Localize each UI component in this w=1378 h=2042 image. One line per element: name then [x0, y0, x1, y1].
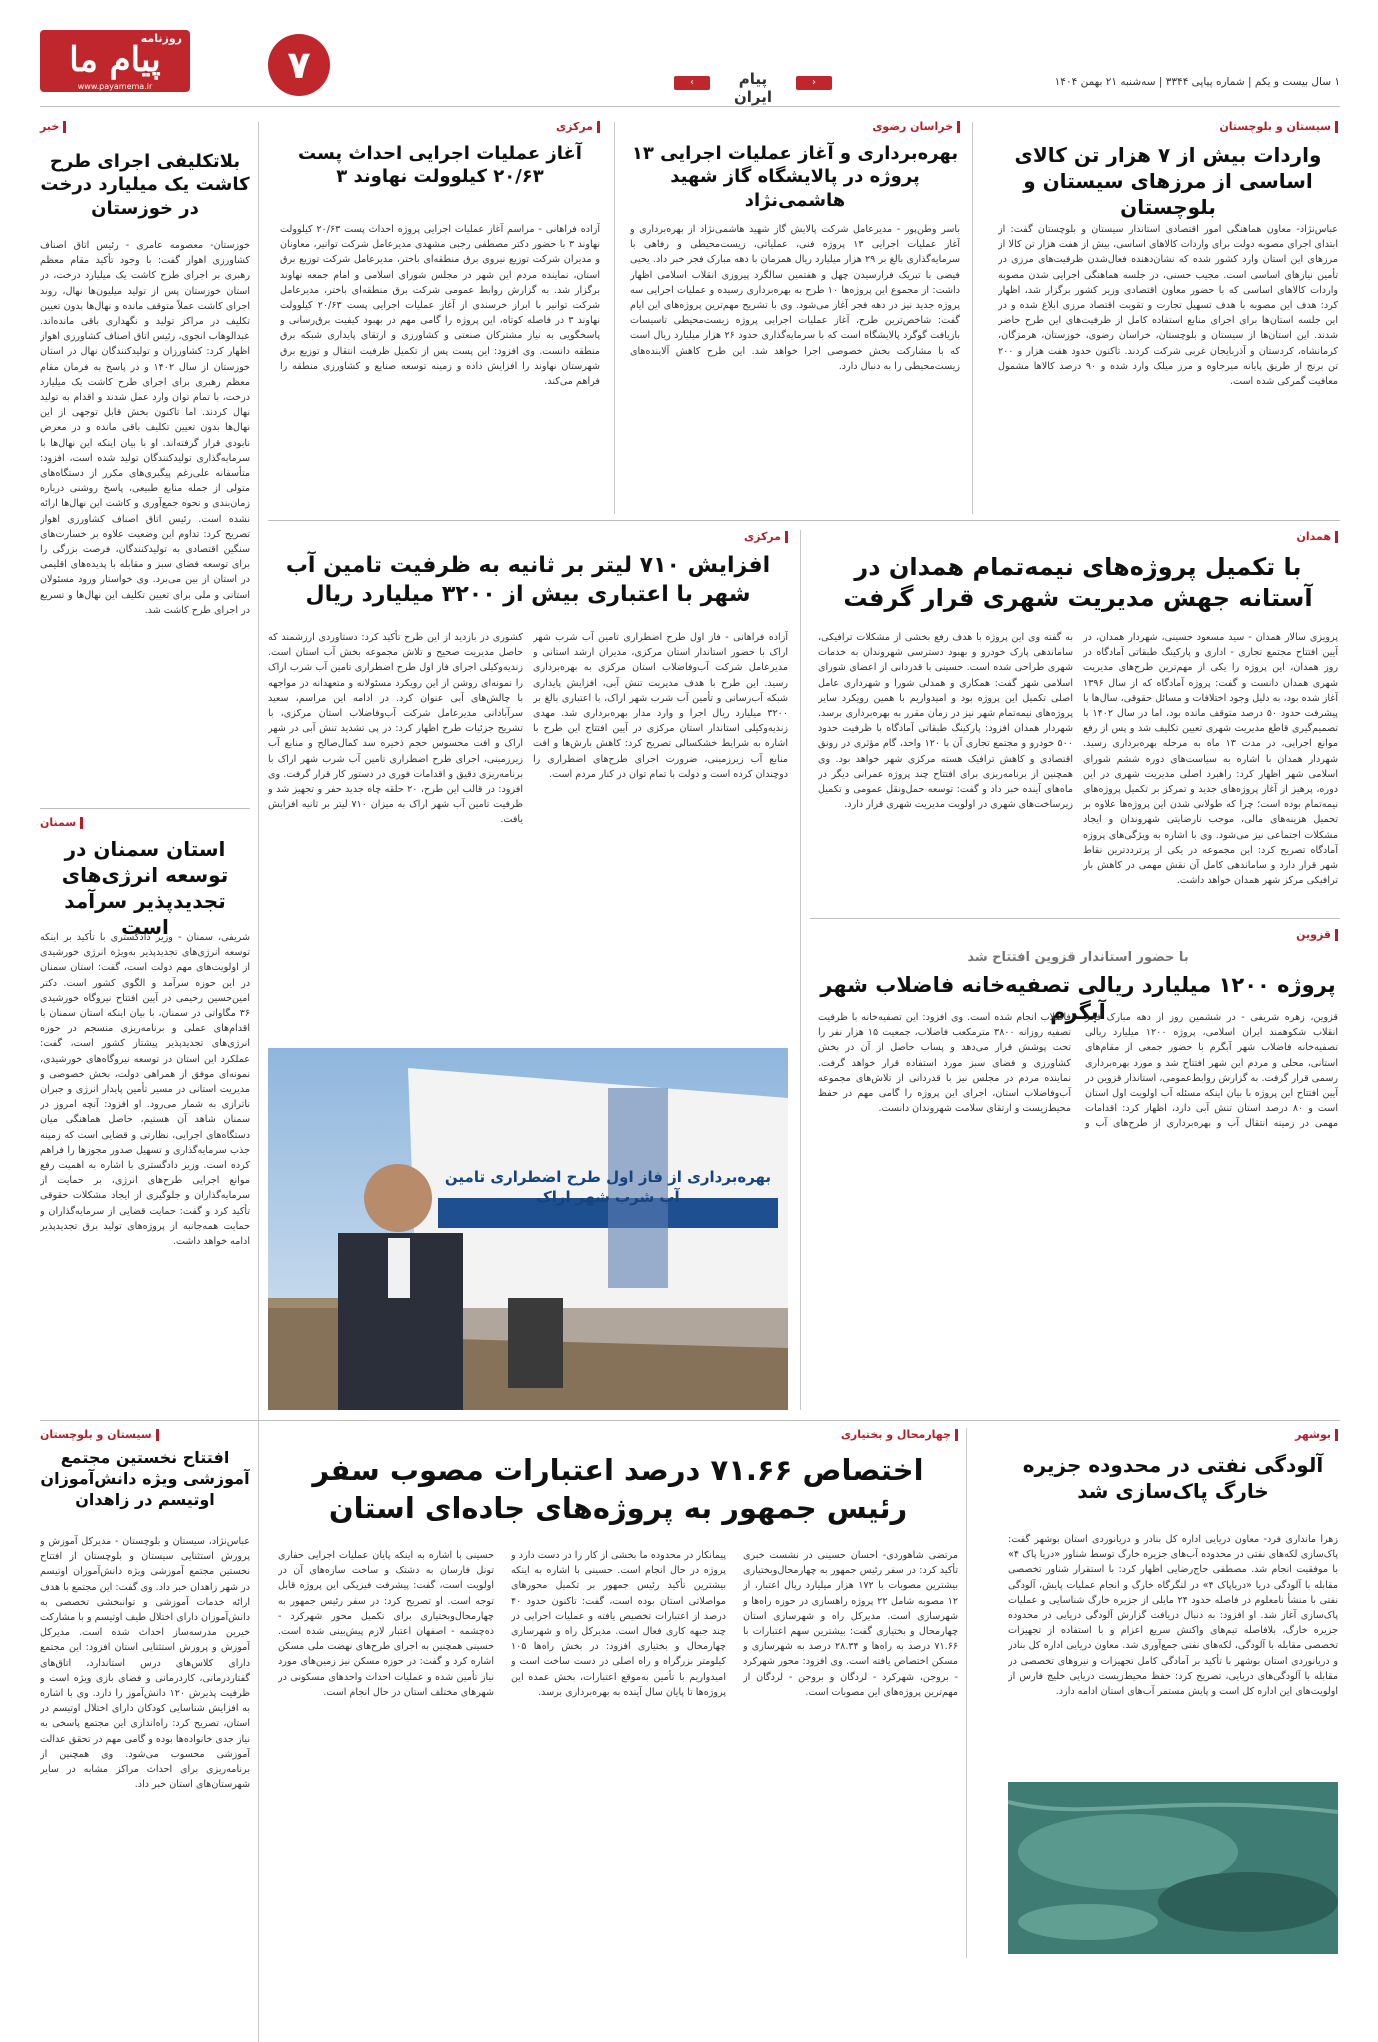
tag-label: قزوین	[1296, 928, 1331, 941]
article-headline[interactable]: افزایش ۷۱۰ لیتر بر ثانیه به ظرفیت تامین آب شهر با اعتباری بیش از ۳۲۰۰ میلیارد ریال	[285, 553, 771, 607]
article-tag	[841, 1428, 958, 1441]
article-body: پرویزی سالار همدان - سید مسعود حسینی، شهردار همدان، در آیین افتتاح مجتمع تجاری - اداری و پارکینگ طبقاتی آمادگاه در روز همدان، این پروژه را یکی از مهم‌ترین طرح‌های مدیریت شهری همدان دانست و گفت: پروژه آمادگاه که از سال ۱۳۹۶ آغاز شده بود، به دلیل وجود اختلافات و مسائل حقوقی، سال‌ها با پیشرفت حدود ۵۰ درصد متوقف مانده بود، اما در سال ۱۴۰۲ با تصمیم‌گیری قاطع مدیریت شهری تعیین تکلیف شد و پس از رفع موانع اجرایی، در مدت ۱۳ ماه به مرحله بهره‌برداری رسید. شهردار همدان با اشاره به سیاست‌های دوره ششم شورای اسلامی شهر اظهار کرد: راهبرد اصلی مدیریت شهری در این دوره، پرهیز از آغاز پروژه‌های جدید و تمرکز بر تکمیل پروژه‌های نیمه‌تمام بوده است؛ چرا که طولانی شدن این پروژه‌ها علاوه بر تحمیل هزینه‌های مالی، موجب نارضایتی شهروندان و ایجاد مشکلات اجتماعی نیز می‌شود. وی با اشاره به ویژگی‌های پروژه آمادگاه تصریح کرد: این مجموعه در یکی از پرترددترین نقاط شهر قرار دارد و ساماندهی کامل آن نقش مهمی در کاهش بار ترافیکی مرکز شهر همدان خواهد داشت.	[1083, 632, 1338, 887]
article-tag	[40, 1428, 159, 1441]
article-tag	[556, 120, 600, 133]
logo-caption: روزنامه	[140, 32, 182, 45]
row-divider	[810, 918, 1340, 919]
tag-label: بوشهر	[1295, 1428, 1331, 1441]
row-divider	[40, 808, 250, 809]
article-headline[interactable]: اختصاص ۷۱.۶۶ درصد اعتبارات مصوب سفر رئیس جمهور به پروژه‌های جاده‌ای استان	[312, 1453, 924, 1525]
news-photo	[1008, 1782, 1338, 1954]
tag-label: سیستان و بلوچستان	[1219, 120, 1331, 133]
column-divider	[614, 122, 615, 514]
article-body: عباس‌نژاد- معاون هماهنگی امور اقتصادی استاندار سیستان و بلوچستان گفت: از ابتدای اجرای مصوبه دولت برای واردات کالاهای اساسی، بیش از هفت هزار تن کالا از مرزهای این استان وارد کشور شده که نشان‌دهنده فعال‌شدن ظرفیت‌های مرزی در تأمین نیازهای اساسی است. مجیب حسنی، در جلسه هماهنگی اجرایی شدن مصوبه واردات کالاهای اساسی که با حضور معاون اقتصادی وزیر کشور برگزار شد، اظهار کرد: هدف این مصوبه با هدف تسهیل تجارت و تقویت اقتصاد مرزی ابلاغ شده و در این جلسه استان‌ها برای اجرای منابع استفاده کامل از ظرفیت‌های این طرح حاضر شدند. این استان‌ها از سیستان و بلوچستان، خراسان رضوی، خوزستان، هرمزگان، کرمانشاه، کردستان و آذربایجان غربی شرکت کردند. تاکنون حدود هفت هزار و ۲۰۰ تن برنج از طریق پایانه میرجاوه و مرز میلک وارد شده و ۹۰ درصد کالاها مشمول معافیت گمرکی شده است.	[998, 224, 1338, 388]
section-title: پیام ایران	[733, 70, 773, 106]
article-body: مرتضی شاهوردی- احسان حسینی در نشست خبری تأکید کرد: در سفر رئیس جمهور به چهارمحال‌وبختیاری بیشترین مصوبات با ۱۷۲ هزار میلیارد ریال اعتبار، از ۱۲ مصوبه شامل ۲۲ پروژه راهسازی در حوزه راه‌ها و شهرسازی است. مدیرکل راه و شهرسازی استان چهارمحال و بختیاری گفت: بیشترین سهم اعتبارات با ۷۱.۶۶ درصد به راه‌ها و ۲۸.۳۴ درصد به شهرسازی و مسکن اختصاص یافته است. وی افزود: محور شهرکرد - بروجن، شهرکرد - لردگان و بروجن - لردگان از مهم‌ترین پروژه‌های این مصوبات است.	[743, 1550, 958, 1698]
article-tag	[744, 530, 788, 543]
row-divider	[268, 520, 1340, 521]
tag-bar	[80, 817, 83, 829]
tag-label: خراسان رضوی	[872, 120, 953, 133]
article-kicker: با حضور استاندار قزوین افتتاح شد	[967, 950, 1189, 965]
newspaper-logo[interactable]	[40, 30, 190, 92]
article-tag	[40, 816, 83, 829]
article-body: کشوری در بازدید از این طرح تأکید کرد: دستاوردی ارزشمند که حاصل مدیریت صحیح و تلاش مجموعه بخش آب استان است. زندیه‌وکیلی اجرای فاز اول طرح اضطراری تامین آب شرب اراک را نمونه‌ای روشن از این رویکرد مسئولانه و متعهدانه در مواجهه با چالش‌های آبی عنوان کرد. در ادامه این مراسم، سعید سرآبادانی مدیرعامل شرکت آب‌وفاضلاب استان مرکزی، با تشریح جزئیات طرح اظهار کرد: در پی تشدید تنش آبی در شهر اراک و افت محسوس حجم ذخیره سد کمال‌صالح و منابع آب زیرزمینی، اجرای طرح اضطراری تامین آب شرب شهر اراک با برنامه‌ریزی دقیق و اقدامات فوری در دستور کار قرار گرفت. وی افزود: در قالب این طرح، ۲۰ حلقه چاه جدید حفر و تجهیز شد و ظرفیت تامین آب شهر اراک به میزان ۷۱۰ لیتر بر ثانیه افزایش یافت.	[268, 632, 523, 826]
page-number-badge	[268, 34, 330, 96]
tag-bar	[156, 1429, 159, 1441]
photo-illustration	[268, 1048, 788, 1410]
article-tag	[1296, 928, 1338, 941]
article-body: پیمانکار در محدوده ما بخشی از کار را در دست دارد و پروژه در حال انجام است. حسینی با اشاره به اینکه بیشترین تأکید رئیس جمهور بر تکمیل محورهای مواصلاتی استان بوده است، گفت: تاکنون حدود ۴۰ درصد از اعتبارات تخصیص یافته و عملیات اجرایی در چند جبهه کاری فعال است. مدیرکل راه و شهرسازی چهارمحال و بختیاری افزود: در بخش راه‌ها ۱۰۵ کیلومتر بزرگراه و راه اصلی در دست ساخت است و امیدواریم با تأمین به‌موقع اعتبارات، بخش عمده این پروژه‌ها تا پایان سال آینده به بهره‌برداری برسد.	[511, 1550, 726, 1698]
article-body: آزاده فراهانی - فاز اول طرح اضطراری تامین آب شرب شهر اراک با حضور استاندار استان مرکزی، مدیران ارشد استانی و مدیرعامل شرکت آب‌وفاضلاب استان مرکزی به بهره‌برداری رسید. این طرح با هدف مدیریت تنش آبی، افزایش پایداری شبکه آب‌رسانی و تأمین آب شرب شهر اراک، با اعتباری بالغ بر ۳۲۰۰ میلیارد ریال اجرا و وارد مدار بهره‌برداری شد. مهدی زندیه‌وکیلی استاندار استان مرکزی در آیین افتتاح این طرح با اشاره به شرایط خشکسالی تصریح کرد: کاهش بارش‌ها و افت منابع آب زیرزمینی، ضرورت اجرای طرح‌های اضطراری را دوچندان کرده است و دولت با تمام توان در کنار مردم است.	[533, 632, 788, 780]
article-body: حسینی با اشاره به اینکه پایان عملیات اجرایی حفاری تونل فارسان به دشتک و ساخت سازه‌های آن در اولویت است، گفت: پیشرفت فیزیکی این پروژه قابل توجه است. او تصریح کرد: در سفر رئیس جمهور به چهارمحال‌وبختیاری برای تکمیل محور شهرکرد - ده‌چشمه - اصفهان اعتبار لازم پیش‌بینی شده است. حسینی همچنین به اجرای طرح‌های نهضت ملی مسکن اشاره کرد و گفت: در حوزه مسکن نیز زمین‌های مورد نیاز تأمین شده و عملیات احداث واحدهای مسکونی در شهرهای مختلف استان در حال انجام است.	[278, 1550, 494, 1698]
article-body: قزوین، زهره شریفی - در ششمین روز از دهه مبارک فجر انقلاب شکوهمند ایران اسلامی، پروژه ۱۲۰۰ میلیارد ریالی تصفیه‌خانه فاضلاب شهر آبگرم با حضور جمعی از مقام‌های استانی، محلی و مردم این شهر افتتاح شد و مورد بهره‌برداری رسمی قرار گرفت. به گزارش روابط‌عمومی، استاندار قزوین در آیین افتتاح این پروژه با بیان اینکه مسئله آب اولویت اول استان است و ۸۰ درصد استان تنش آبی دارد، اظهار کرد: اقدامات مهمی در زمینه انتقال آب و بهره‌برداری از طرح‌های آب و فاضلاب انجام شده است. وی افزود: این تصفیه‌خانه با ظرفیت تصفیه روزانه ۳۸۰۰ مترمکعب فاضلاب، جمعیت ۱۵ هزار نفر را تحت پوشش قرار می‌دهد و پساب حاصل از آن در بخش کشاورزی و فضای سبز مورد استفاده قرار خواهد گرفت. نماینده مردم در مجلس نیز با قدردانی از تلاش‌های مجموعه آب‌وفاضلاب استان، اجرای این پروژه را گامی مهم در حفظ محیط‌زیست و ارتقای سلامت شهروندان دانست.	[818, 1012, 1338, 1130]
tag-bar	[957, 121, 960, 133]
logo-url: www.payamema.ir	[77, 82, 153, 91]
tag-bar	[1335, 929, 1338, 941]
tag-label: همدان	[1296, 530, 1331, 543]
column-divider	[800, 530, 801, 1410]
article-headline[interactable]: بهره‌برداری و آغاز عملیات اجرایی ۱۳ پروژه در پالایشگاه گاز شهید هاشمی‌نژاد	[631, 143, 959, 211]
tag-bar	[955, 1429, 958, 1441]
tag-label: چهارمحال و بختیاری	[840, 1428, 951, 1441]
row-divider	[40, 1420, 1340, 1421]
tag-bar	[1335, 531, 1338, 543]
article-body: عباس‌نژاد، سیستان و بلوچستان - مدیرکل آموزش و پرورش استثنایی سیستان و بلوچستان از افتتاح نخستین مجتمع آموزشی ویژه دانش‌آموزان اوتیسم در شهر زاهدان خبر داد. وی گفت: این مجتمع با هدف ارائه خدمات آموزشی و توانبخشی تخصصی به دانش‌آموزان دارای اختلال طیف اوتیسم و با مشارکت خیرین مدرسه‌ساز احداث شده است. مدیرکل آموزش و پرورش استثنایی استان افزود: این مجتمع دارای کلاس‌های درس استاندارد، اتاق‌های گفتاردرمانی، کاردرمانی و فضای بازی ویژه است و ظرفیت پذیرش ۱۲۰ دانش‌آموز را دارد. وی با اشاره به افزایش شناسایی کودکان دارای اختلال اوتیسم در استان، تصریح کرد: راه‌اندازی این مجتمع پاسخی به نیاز جدی خانواده‌ها بوده و گامی مهم در تحقق عدالت آموزشی محسوب می‌شود. وی همچنین از برنامه‌ریزی برای احداث مراکز مشابه در سایر شهرستان‌های استان خبر داد.	[40, 1536, 250, 1791]
tag-label: مرکزی	[556, 120, 593, 133]
logo-text: پیام ما	[69, 40, 161, 80]
tag-label: سیستان و بلوچستان	[40, 1428, 152, 1441]
article-tag	[40, 120, 66, 133]
tag-label: مرکزی	[744, 530, 781, 543]
article-headline[interactable]: افتتاح نخستین مجتمع آموزشی ویژه دانش‌آموزان اوتیسم در زاهدان	[40, 1448, 250, 1509]
article-body: باسر وطن‌پور - مدیرعامل شرکت پالایش گاز شهید هاشمی‌نژاد از بهره‌برداری و آغاز عملیات اجرایی ۱۳ پروژه فنی، عملیاتی، زیست‌محیطی و رفاهی با سرمایه‌گذاری بالغ بر ۲۹ هزار میلیارد ریال همزمان با دهه مبارک فجر خبر داد. یحیی فیضی با تبریک فرارسیدن چهل و هفتمین سالگرد پیروزی انقلاب اسلامی اظهار داشت: از مجموع این پروژه‌ها ۱۰ طرح به بهره‌برداری رسیده و عملیات اجرایی سه پروژه جدید نیز در دهه فجر آغاز می‌شود. وی با تشریح مهم‌ترین پروژه‌های این ایام گفت: شاخص‌ترین طرح، آغاز عملیات اجرایی پروژه زیست‌محیطی تاسیسات بازیافت گوگرد پالایشگاه است که با سرمایه‌گذاری حدود ۲۶ هزار میلیارد ریال است که با مشارکت بخش خصوصی اجرا خواهد شد. این طرح کاهش آلاینده‌های زیست‌محیطی را به دنبال دارد.	[630, 224, 960, 372]
article-body: زهرا مانداری فرد- معاون دریایی اداره کل بنادر و دریانوردی استان بوشهر گفت: پاک‌سازی لکه‌های نفتی در محدوده آب‌های جزیره خارگ توسط شناور «دریا پاک ۴» با موفقیت انجام شد. مصطفی حاج‌رضایی اظهار کرد: با استقرار شناور تخصصی مقابله با آلودگی دریا «دریاپاک ۴» در لنگرگاه خارگ و انجام عملیات پایش، آلودگی نفتی با منشأ نامعلوم در فاصله حدود ۲۴ مایلی از جزیره خارگ شناسایی و عملیات پاک‌سازی آغاز شد. او افزود: به دنبال دریافت گزارش آلودگی دریایی در محدوده جزیره خارگ، بلافاصله تیم‌های واکنش سریع اعزام و با استفاده از تجهیزات تخصصی مقابله با آلودگی، لکه‌های نفتی جمع‌آوری شد. معاون دریایی اداره کل بنادر و دریانوردی استان بوشهر با تأکید بر آمادگی کامل تجهیزات و نیروهای تخصصی در مقابله با آلودگی‌های دریایی، تصریح کرد: حفظ محیط‌زیست دریایی خلیج فارس از اولویت‌های این اداره کل است و پایش مستمر آب‌های استان ادامه دارد.	[1008, 1534, 1338, 1698]
tag-bar	[63, 121, 66, 133]
column-divider	[966, 1428, 967, 1958]
article-body: به گفته وی این پروژه با هدف رفع بخشی از مشکلات ترافیکی، ساماندهی پارک خودرو و بهبود دسترسی شهروندان به خدمات شهری طراحی شده است. حسینی با قدردانی از اعضای شورای اسلامی شهر گفت: همکاری و همدلی شورا و شهرداری عامل اصلی تکمیل این پروژه بود و امیدواریم با همین رویکرد سایر پروژه‌های نیمه‌تمام شهر نیز در زمان مقرر به بهره‌برداری برسد. شهردار همدان افزود: پارکینگ طبقاتی آمادگاه با ظرفیت حدود ۵۰۰ خودرو و مجتمع تجاری آن با ۱۲۰ واحد، گام مؤثری در رونق اقتصادی و کاهش ترافیک هسته مرکزی شهر خواهد بود. وی همچنین از برنامه‌ریزی برای افتتاح چند پروژه عمرانی دیگر در ماه‌های آینده خبر داد و گفت: توسعه حمل‌ونقل عمومی و تکمیل زیرساخت‌های شهری در اولویت مدیریت شهری قرار دارد.	[818, 632, 1073, 811]
sea-photo	[1008, 1782, 1338, 1954]
article-tag	[872, 120, 960, 133]
section-next-arrow[interactable]: ‹	[796, 76, 832, 90]
article-headline[interactable]: پروژه ۱۲۰۰ میلیارد ریالی تصفیه‌خانه فاضلاب شهر آبگرم	[820, 973, 1336, 1025]
article-tag	[1219, 120, 1338, 133]
article-body: شریفی، سمنان - وزیر دادگستری با تأکید بر اینکه توسعه انرژی‌های تجدیدپذیر به‌ویژه انرژی خورشیدی از اولویت‌های مهم دولت است، گفت: استان سمنان در این حوزه سرآمد و الگوی کشور است. دکتر امین‌حسین رحیمی در آیین افتتاح نیروگاه خورشیدی ۳۶ مگاواتی در سمنان، با بیان اینکه استان سمنان با اقدام‌های عملی و برنامه‌ریزی منسجم در حوزه انرژی‌های تجدیدپذیر پیشتاز کشور است، گفت: عملکرد این استان در توسعه نیروگاه‌های خورشیدی، نمونه‌ای موفق از همراهی دولت، بخش خصوصی و مدیریت استانی در مسیر تأمین پایدار انرژی و جبران ناترازی به شمار می‌رود. او افزود: آنچه امروز در سمنان شاهد آن هستیم، حاصل هماهنگی میان دستگاه‌های اجرایی، نظارتی و قضایی است که زمینه جذب سرمایه‌گذاری و تسهیل صدور مجوزها را فراهم کرده است. وزیر دادگستری با اشاره به اهمیت رفع موانع اجرایی طرح‌های انرژی، بر حمایت از سرمایه‌گذاران و جلوگیری از ایجاد مشکلات حقوقی تأکید کرد و گفت: حمایت قضایی از سرمایه‌گذاران و حمایت همه‌جانبه از پروژه‌های تولید برق تجدیدپذیر ادامه خواهد داشت.	[40, 932, 250, 1248]
tag-bar	[1335, 1429, 1338, 1441]
photo-banner-text: بهره‌برداری از فاز اول طرح اضطراری تامین آب شرب شهر اراک	[444, 1168, 772, 1206]
news-photo	[268, 1048, 788, 1410]
article-body: آزاده فراهانی - مراسم آغاز عملیات اجرایی پروژه احداث پست ۲۰/۶۳ کیلوولت نهاوند ۳ با حضور دکتر مصطفی رجبی مشهدی مدیرعامل شرکت توانیر، معاونان و مدیران شرکت توزیع نیروی برق منطقه‌ای باختر، مدیرعامل شرکت توزیع برق استان، نماینده مردم این شهر در مجلس شورای اسلامی و امام جمعه نهاوند برگزار شد. به گزارش روابط عمومی شرکت برق منطقه‌ای باختر، مدیرعامل شرکت توانیر با ابراز خرسندی از آغاز عملیات اجرایی پست ۲۰/۶۳ کیلوولت نهاوند ۳ در فاصله کوتاه، این پروژه را گامی مهم در بهبود کیفیت برق‌رسانی و پاسخگویی به نیاز مشترکان صنعتی و کشاورزی و ارتقای پایداری شبکه برق منطقه دانست. وی افزود: این پست پس از تکمیل ظرفیت انتقال و توزیع برق شهرستان نهاوند را افزایش داده و زمینه توسعه صنایع و کشاورزی منطقه را فراهم می‌کند.	[280, 224, 600, 388]
article-headline[interactable]: با تکمیل پروژه‌های نیمه‌تمام همدان در آستانه جهش مدیریت شهری قرار گرفت	[843, 553, 1313, 613]
tag-label: خبر	[40, 120, 60, 133]
tag-bar	[597, 121, 600, 133]
column-divider	[258, 122, 259, 2042]
page-number: ۷	[287, 43, 311, 87]
article-headline[interactable]: بلاتکلیفی اجرای طرح کاشت یک میلیارد درخت در خوزستان	[40, 151, 250, 219]
article-body: خوزستان- معصومه عامری - رئیس اتاق اصناف کشاورزی اهواز گفت: با وجود تأکید مقام معظم رهبری بر اجرای طرح کاشت یک میلیارد درخت، در استان خوزستان پس از تولید میلیون‌ها نهال، روند اجرای کاشت عملاً متوقف مانده و نهال‌ها بدون تعیین تکلیف در مراکز تولید و نگهداری باقی مانده‌اند. عبدالوهاب انجوی، رئیس اتاق اصناف کشاورزی اهواز اظهار کرد: کشاورزان و تولیدکنندگان نهال در استان خوزستان از سال ۱۴۰۲ و در پاسخ به فرمان مقام معظم رهبری برای اجرای طرح کاشت یک میلیارد درخت، با تمام توان وارد عمل شدند و اقدام به تولید نهال کردند. اما تاکنون بخش قابل توجهی از این نهال‌ها بدون تعیین تکلیف باقی مانده و در معرض نابودی قرار گرفته‌اند. او با بیان اینکه این نهال‌ها با سرمایه‌گذاری تولیدکنندگان تولید شده است، افزود: متأسفانه علی‌رغم پیگیری‌های مکرر از دستگاه‌های متولی از جمله منابع طبیعی، پاسخ روشنی درباره زمان‌بندی و نحوه جمع‌آوری و کاشت این نهال‌ها ارائه نشده است. رئیس اتاق اصناف کشاورزی اهواز تصریح کرد: تداوم این وضعیت علاوه بر خسارت‌های سنگین اقتصادی به تولیدکنندگان، فرصت بزرگی را برای توسعه فضای سبز و مقابله با پدیده‌های اقلیمی در استان از بین می‌برد. وی خواستار ورود مسئولان استانی و ملی برای تعیین تکلیف این نهال‌ها و تسریع در اجرای طرح کاشت شد.	[40, 240, 250, 616]
tag-bar	[785, 531, 788, 543]
article-tag	[1296, 530, 1338, 543]
article-headline[interactable]: آغاز عملیات اجرایی احداث پست ۲۰/۶۳ کیلوولت نهاوند ۳	[298, 143, 582, 188]
article-tag	[1295, 1428, 1338, 1441]
issue-info: ۱ سال بیست و یکم | شماره پیاپی ۳۳۴۴ | سه‌شنبه ۲۱ بهمن ۱۴۰۴	[1054, 76, 1340, 88]
article-headline[interactable]: آلودگی نفتی در محدوده جزیره خارگ پاک‌سازی شد	[1022, 1453, 1324, 1503]
article-headline[interactable]: واردات بیش از ۷ هزار تن کالای اساسی از مرزهای سیستان و بلوچستان	[1014, 143, 1322, 219]
column-divider	[972, 122, 973, 514]
tag-bar	[1335, 121, 1338, 133]
masthead-rule	[40, 106, 1340, 107]
article-headline[interactable]: استان سمنان در توسعه انرژی‌های تجدیدپذیر سرآمد است	[61, 837, 229, 939]
tag-label: سمنان	[40, 816, 77, 829]
section-prev-arrow[interactable]: ›	[674, 76, 710, 90]
masthead	[0, 0, 1378, 110]
